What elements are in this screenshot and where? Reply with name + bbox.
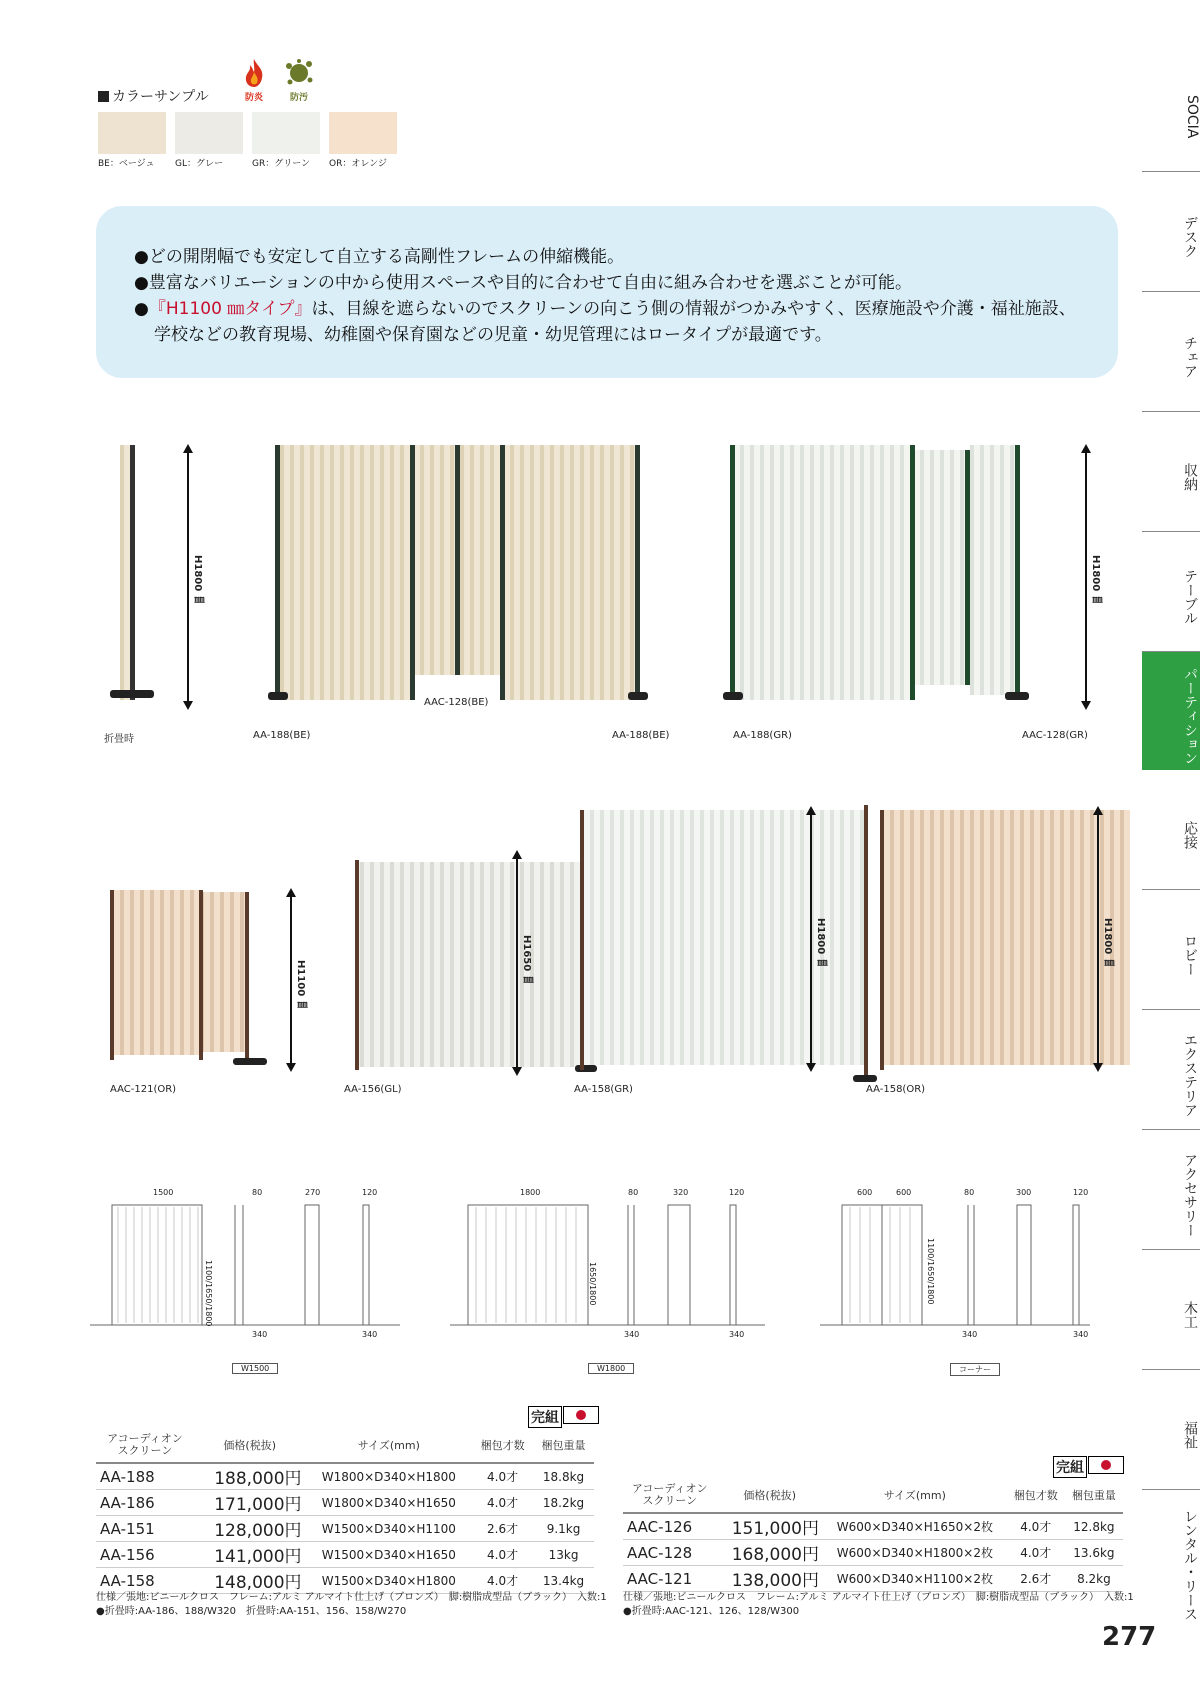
swatch-orange (329, 112, 397, 154)
green-wide-screen (580, 805, 877, 1082)
swatch-label: GL：グレー (175, 159, 223, 169)
diagram-foot: 340 (962, 1330, 978, 1339)
height-arrow (516, 852, 518, 1074)
photo-caption: AA-188(GR) (733, 730, 792, 741)
model-cell: AA-151 (96, 1516, 194, 1542)
swatch-beige (98, 112, 166, 154)
model-cell: AAC-126 (623, 1513, 716, 1540)
photo-caption: AA-188(BE) (612, 730, 670, 741)
price-cell: 188,000円 (194, 1463, 306, 1490)
photo-caption: AAC-128(BE) (424, 697, 489, 708)
side-index (1142, 52, 1200, 1662)
volume-cell: 4.0才 (472, 1568, 533, 1594)
price-cell: 151,000円 (716, 1513, 823, 1540)
model-cell: AA-188 (96, 1463, 194, 1490)
spec-note: 仕様／張地:ビニールクロス フレーム:アルミ アルマイト仕上げ（ブロンズ） 脚:樹脂成型品（ブラック） 入数:1 (96, 1592, 607, 1603)
volume-cell: 4.0才 (1007, 1513, 1065, 1540)
price-cell: 138,000円 (716, 1566, 823, 1592)
swatch-label: BE：ベージュ (98, 159, 155, 169)
height-arrow (1097, 808, 1099, 1070)
diagram-foot: 340 (1073, 1330, 1089, 1339)
height-dim: H1100 ㎜ (295, 960, 306, 1010)
volume-cell: 4.0才 (1007, 1540, 1065, 1566)
diagram-height: 1100/1650/1800 (926, 1238, 935, 1305)
photo-caption: AA-188(BE) (253, 730, 311, 741)
volume-cell: 2.6才 (1007, 1566, 1065, 1592)
side-tab-accessory[interactable]: アクセサリー (1142, 1130, 1200, 1250)
feature-text: どの開閉幅でも安定して自立する高剛性フレームの伸縮機能。 (148, 247, 625, 267)
col-header: 梱包重量 (1065, 1478, 1123, 1513)
green-screens (723, 445, 1029, 700)
diagram-label: W1500 (232, 1363, 278, 1374)
col-header: アコーディオン スクリーン (623, 1478, 716, 1513)
diagram-label: コーナー (950, 1363, 1000, 1376)
table-row (96, 1542, 594, 1568)
diagram-depth: 120 (362, 1188, 378, 1197)
table-row (96, 1490, 594, 1516)
col-header: 価格(税抜) (716, 1478, 823, 1513)
color-sample-title: カラーサンプル (98, 86, 209, 106)
table-row (96, 1463, 594, 1490)
product-photos-row2 (90, 800, 1130, 1090)
price-cell: 128,000円 (194, 1516, 306, 1542)
fold-note: ●折畳時:AA-186、188/W320 折畳時:AA-151、156、158/W270 (96, 1606, 407, 1617)
side-tab-reception[interactable]: 応接 (1142, 770, 1200, 890)
side-tab-partition[interactable]: パーティション (1142, 652, 1200, 770)
photo-caption: AAC-121(OR) (110, 1084, 177, 1095)
side-tab-socia[interactable]: SOCIA (1142, 52, 1200, 172)
flame-icon (241, 58, 267, 88)
diagram-depth: 80 (628, 1188, 639, 1197)
weight-cell: 8.2kg (1065, 1566, 1123, 1592)
orange-low-screen (110, 890, 267, 1065)
price-cell: 148,000円 (194, 1568, 306, 1594)
bullet: ● (134, 299, 149, 319)
feature-text: は、目線を遮らないのでスクリーンの向こう側の情報がつかみやすく、医療施設や介護・福祉施設、 (311, 299, 1076, 319)
model-cell: AA-158 (96, 1568, 194, 1594)
feature-line: 学校などの教育現場、幼稚園や保育園などの児童・幼児管理にはロータイプが最適です。 (154, 325, 832, 345)
swatch-label: OR：オレンジ (329, 159, 387, 169)
size-cell: W1500×D340×H1800 (306, 1568, 473, 1594)
volume-cell: 2.6才 (472, 1516, 533, 1542)
table-row (96, 1516, 594, 1542)
swatch-green (252, 112, 320, 154)
diagram-depth: 80 (964, 1188, 975, 1197)
model-cell: AAC-128 (623, 1540, 716, 1566)
price-cell: 168,000円 (716, 1540, 823, 1566)
photo-caption: AAC-128(GR) (1022, 730, 1088, 741)
stain-icon (284, 58, 314, 88)
col-header: サイズ(mm) (823, 1478, 1007, 1513)
side-tab-desk[interactable]: デスク (1142, 172, 1200, 292)
model-cell: AA-186 (96, 1490, 194, 1516)
col-header: サイズ(mm) (306, 1428, 473, 1463)
height-arrow (187, 446, 189, 708)
feature-line (134, 294, 1076, 319)
size-cell: W600×D340×H1800×2枚 (823, 1540, 1007, 1566)
assembled-badge: 完組 (1053, 1456, 1087, 1478)
assembled-badge: 完組 (528, 1406, 562, 1428)
volume-cell: 4.0才 (472, 1463, 533, 1490)
flameproof-badge (235, 58, 273, 103)
model-cell: AA-156 (96, 1542, 194, 1568)
price-table-right (623, 1478, 1123, 1592)
grey-screen (355, 855, 597, 1072)
col-header: 梱包才数 (472, 1428, 533, 1463)
height-arrow (810, 808, 812, 1070)
photo-caption: 折畳時 (104, 734, 134, 745)
table-row (623, 1540, 1123, 1566)
fold-note: ●折畳時:AAC-121、126、128/W300 (623, 1606, 800, 1617)
weight-cell: 18.8kg (533, 1463, 594, 1490)
product-photos-row1 (90, 440, 1130, 730)
weight-cell: 13.6kg (1065, 1540, 1123, 1566)
height-dim: H1800 ㎜ (192, 555, 203, 605)
orange-wide-screen (880, 805, 1130, 1080)
japan-flag-icon (1088, 1456, 1124, 1474)
table-row (623, 1513, 1123, 1540)
diagram-depth: 300 (1016, 1188, 1032, 1197)
side-tab-chair[interactable]: チェア (1142, 292, 1200, 412)
stainproof-label: 防汚 (289, 93, 308, 103)
diagram-width: 1800 (520, 1188, 541, 1197)
weight-cell: 18.2kg (533, 1490, 594, 1516)
japan-flag-icon (563, 1406, 599, 1424)
feature-text: 豊富なバリエーションの中から使用スペースや目的に合わせて自由に組み合わせを選ぶことが可能。 (148, 273, 912, 293)
col-header: 梱包才数 (1007, 1478, 1065, 1513)
size-cell: W600×D340×H1100×2枚 (823, 1566, 1007, 1592)
stainproof-badge (280, 58, 318, 103)
flameproof-label: 防炎 (244, 93, 263, 103)
diagram-height: 1650/1800 (588, 1262, 597, 1306)
size-cell: W600×D340×H1650×2枚 (823, 1513, 1007, 1540)
weight-cell: 13kg (533, 1542, 594, 1568)
diagram-foot: 340 (252, 1330, 268, 1339)
diagram-depth: 270 (305, 1188, 321, 1197)
feature-line (134, 242, 624, 267)
swatch-label: GR：グリーン (252, 159, 311, 169)
price-table-left (96, 1428, 594, 1594)
page-number: 277 (1102, 1622, 1157, 1652)
side-tab-woodwork[interactable]: 木工 (1142, 1250, 1200, 1370)
bullet: ● (134, 273, 149, 293)
height-dim: H1800 ㎜ (1090, 555, 1101, 605)
side-tab-exterior[interactable]: エクステリア (1142, 1010, 1200, 1130)
diagram-foot: 340 (362, 1330, 378, 1339)
feature-line (134, 268, 912, 293)
weight-cell: 13.4kg (533, 1568, 594, 1594)
size-cell: W1800×D340×H1800 (306, 1463, 473, 1490)
folded-screen (110, 445, 154, 700)
size-cell: W1500×D340×H1650 (306, 1542, 473, 1568)
height-dim: H1800 ㎜ (1102, 918, 1113, 968)
photo-caption: AA-156(GL) (344, 1084, 402, 1095)
diagram-width: 1500 (153, 1188, 174, 1197)
table-header (623, 1478, 1123, 1513)
side-tab-welfare[interactable]: 福祉 (1142, 1370, 1200, 1490)
volume-cell: 4.0才 (472, 1490, 533, 1516)
side-tab-storage[interactable]: 収納 (1142, 412, 1200, 532)
diagram-label: W1800 (588, 1363, 634, 1374)
col-header: アコーディオン スクリーン (96, 1428, 194, 1463)
col-header: 価格(税抜) (194, 1428, 306, 1463)
diagram-width: 600 (896, 1188, 912, 1197)
side-tab-rental[interactable]: レンタル・リース (1182, 1509, 1198, 1621)
swatch-grey (175, 112, 243, 154)
col-header: 梱包重量 (533, 1428, 594, 1463)
weight-cell: 12.8kg (1065, 1513, 1123, 1540)
dimension-diagrams (90, 1190, 1130, 1340)
diagram-height: 1100/1650/1800 (204, 1260, 213, 1327)
diagram-depth: 120 (1073, 1188, 1089, 1197)
diagram-depth: 120 (729, 1188, 745, 1197)
photo-caption: AA-158(GR) (574, 1084, 633, 1095)
size-cell: W1800×D340×H1650 (306, 1490, 473, 1516)
price-cell: 141,000円 (194, 1542, 306, 1568)
height-arrow (290, 890, 292, 1070)
size-cell: W1500×D340×H1100 (306, 1516, 473, 1542)
photo-caption: AA-158(OR) (866, 1084, 926, 1095)
height-dim: H1650 ㎜ (521, 935, 532, 985)
diagram-depth: 80 (252, 1188, 263, 1197)
table-header (96, 1428, 594, 1463)
volume-cell: 4.0才 (472, 1542, 533, 1568)
diagram-width: 600 (857, 1188, 873, 1197)
diagram-depth: 320 (673, 1188, 689, 1197)
height-dim: H1800 ㎜ (815, 918, 826, 968)
spec-note: 仕様／張地:ビニールクロス フレーム:アルミ アルマイト仕上げ（ブロンズ） 脚:樹脂成型品（ブラック） 入数:1 (623, 1592, 1134, 1603)
diagram-foot: 340 (624, 1330, 640, 1339)
model-cell: AAC-121 (623, 1566, 716, 1592)
beige-screens (268, 445, 648, 700)
side-tab-table[interactable]: テーブル (1142, 532, 1200, 652)
diagram-foot: 340 (729, 1330, 745, 1339)
side-tab-lobby[interactable]: ロビー (1142, 890, 1200, 1010)
weight-cell: 9.1kg (533, 1516, 594, 1542)
price-cell: 171,000円 (194, 1490, 306, 1516)
feature-highlight: 『H1100 ㎜タイプ』 (148, 299, 312, 319)
height-arrow (1085, 446, 1087, 708)
bullet: ● (134, 247, 149, 267)
